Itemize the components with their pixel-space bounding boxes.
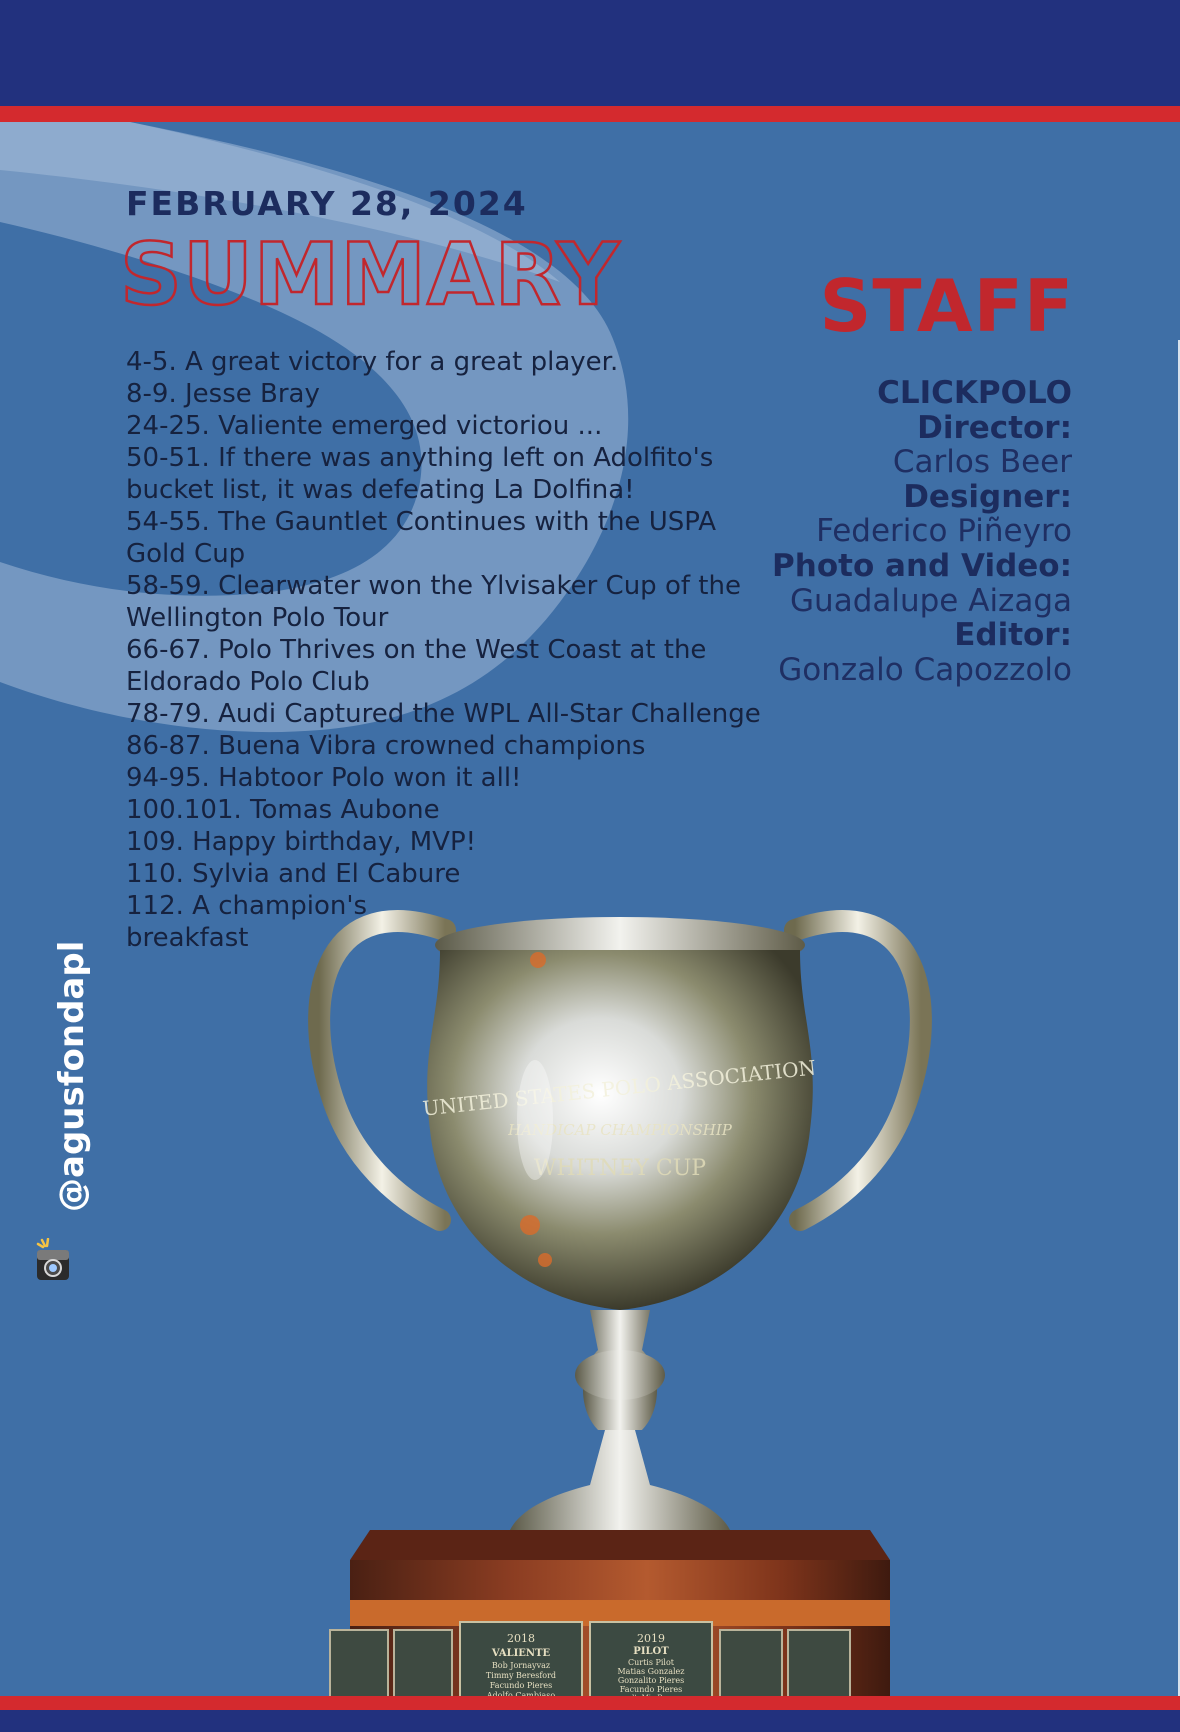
plaque-player: Curtis Pilot bbox=[627, 1658, 675, 1667]
summary-item: 50-51. If there was anything left on Adolfito's bucket list, it was defeating La Dolfina! bbox=[126, 443, 714, 505]
summary-item: 54-55. The Gauntlet Continues with the USPA Gold Cup bbox=[126, 507, 717, 569]
plaque-team: PILOT bbox=[633, 1646, 669, 1657]
summary-item: 94-95. Habtoor Polo won it all! bbox=[126, 763, 522, 793]
plaque-player: Facundo Pieres bbox=[619, 1685, 683, 1694]
summary-item: 24-25. Valiente emerged victoriou ... bbox=[126, 411, 603, 441]
plaque-year: 2019 bbox=[637, 1632, 665, 1645]
photo-video-name: Guadalupe Aizaga bbox=[790, 582, 1072, 619]
plaque-year: 2018 bbox=[507, 1632, 535, 1645]
top-navy-band bbox=[0, 0, 1180, 106]
summary-item: 86-87. Buena Vibra crowned champions bbox=[126, 731, 646, 761]
summary-item: 78-79. Audi Captured the WPL All-Star Challenge bbox=[126, 699, 761, 729]
summary-item: 8-9. Jesse Bray bbox=[126, 379, 320, 409]
summary-item: 4-5. A great victory for a great player. bbox=[126, 347, 619, 377]
summary-item: 58-59. Clearwater won the Ylvisaker Cup of the Wellington Polo Tour bbox=[126, 571, 741, 633]
staff-heading: STAFF bbox=[819, 264, 1074, 348]
trophy-engraving-championship: HANDICAP CHAMPIONSHIP bbox=[508, 1121, 732, 1139]
trophy-engraving-association: UNITED STATES POLO ASSOCIATION bbox=[421, 1055, 818, 1121]
plaque-player: Bob Jornayvaz bbox=[491, 1661, 551, 1670]
photo-video-label: Photo and Video: bbox=[772, 547, 1072, 584]
staff-credits bbox=[512, 376, 1072, 687]
editor-label: Editor: bbox=[954, 617, 1072, 654]
top-red-stripe bbox=[0, 106, 1180, 122]
trophy-engraving-cup: WHITNEY CUP bbox=[533, 1156, 707, 1181]
summary-heading: SUMMARY bbox=[120, 225, 621, 325]
summary-item: 110. Sylvia and El Cabure bbox=[126, 859, 461, 889]
whitney-cup-trophy bbox=[290, 870, 950, 1700]
designer-name: Federico Piñeyro bbox=[816, 513, 1072, 550]
summary-item: 66-67. Polo Thrives on the West Coast at the Eldorado Polo Club bbox=[126, 635, 707, 697]
bottom-red-stripe bbox=[0, 1696, 1180, 1710]
staff-org: CLICKPOLO bbox=[877, 375, 1072, 411]
issue-date: FEBRUARY 28, 2024 bbox=[126, 184, 528, 223]
designer-label: Designer: bbox=[903, 478, 1072, 515]
director-label: Director: bbox=[917, 409, 1072, 446]
camera-icon bbox=[34, 1238, 72, 1284]
plaque-player: Matias Gonzalez bbox=[617, 1667, 685, 1676]
bottom-navy-band bbox=[0, 1710, 1180, 1732]
plaque-player: Gonzalito Pieres bbox=[617, 1676, 685, 1685]
plaque-player: Facundo Pieres bbox=[489, 1681, 553, 1690]
summary-item: 112. A champion's breakfast bbox=[126, 891, 368, 953]
summary-item: 109. Happy birthday, MVP! bbox=[126, 827, 477, 857]
plaque-team: VALIENTE bbox=[491, 1648, 551, 1659]
editor-name: Gonzalo Capozzolo bbox=[778, 651, 1072, 688]
plaque-player: Timmy Beresford bbox=[485, 1671, 557, 1680]
photo-credit-handle: @agusfondapl bbox=[52, 940, 92, 1212]
director-name: Carlos Beer bbox=[892, 444, 1072, 481]
summary-item: 100.101. Tomas Aubone bbox=[126, 795, 440, 825]
